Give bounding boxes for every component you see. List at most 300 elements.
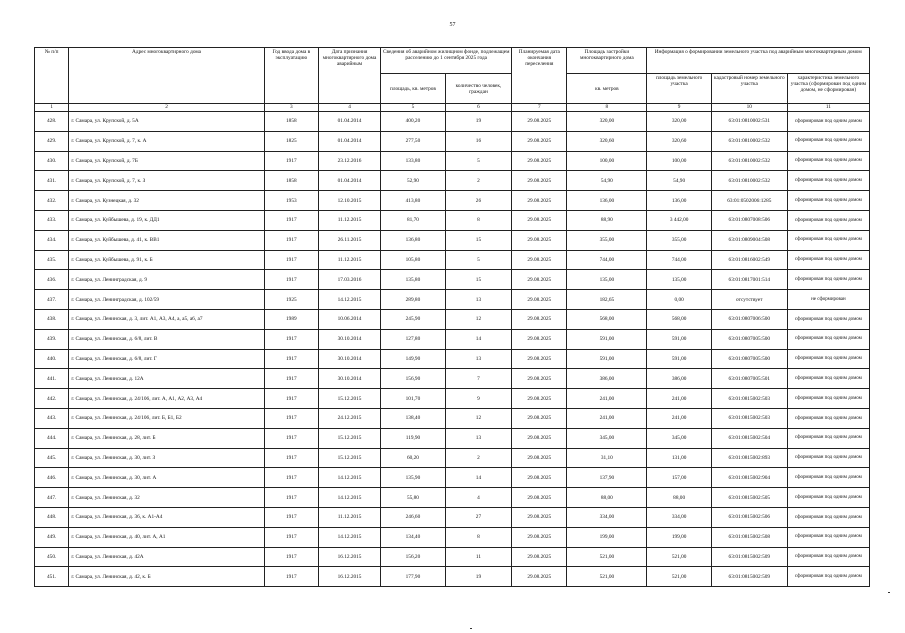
- address-cell: г. Самара, ул. Ленинская, д. 24/106, лит. А, А1, А2, А3, А4: [69, 389, 264, 409]
- land-characteristic-cell: сформирован под одним домом: [787, 507, 869, 527]
- building-area-cell: 199,00: [567, 527, 647, 547]
- land-characteristic-cell: сформирован под одним домом: [787, 428, 869, 448]
- header-cadastral: кадастровый номер земельного участка: [711, 74, 787, 104]
- residents-cell: 26: [445, 191, 512, 211]
- year-cell: 1917: [264, 428, 318, 448]
- residents-cell: 2: [445, 171, 512, 191]
- address-cell: г. Самара, ул. Ленинградская, д. 102/59: [69, 290, 264, 310]
- table-row: [35, 112, 870, 132]
- address-cell: г. Самара, ул. Ленинская, д. 36, к. А1-А4: [69, 507, 264, 527]
- cadastral-number-cell: 63:01:0815002:893: [711, 448, 787, 468]
- recognition-date-cell: 23.12.2016: [318, 151, 380, 171]
- land-area-cell: 199,00: [647, 527, 711, 547]
- area-cell: 413,80: [381, 191, 445, 211]
- building-area-cell: 88,90: [567, 210, 647, 230]
- land-area-cell: 131,00: [647, 448, 711, 468]
- land-area-cell: 568,00: [647, 309, 711, 329]
- building-area-cell: 320,00: [567, 112, 647, 132]
- land-area-cell: 386,00: [647, 369, 711, 389]
- land-area-cell: 521,00: [647, 547, 711, 567]
- land-characteristic-cell: сформирован под одним домом: [787, 349, 869, 369]
- recognition-date-cell: 16.12.2015: [318, 567, 380, 587]
- residents-cell: 19: [445, 112, 512, 132]
- building-area-cell: 521,00: [567, 567, 647, 587]
- area-cell: 277,50: [381, 131, 445, 151]
- land-area-cell: 157,00: [647, 468, 711, 488]
- row-number: 428.: [35, 112, 69, 132]
- row-number: 433.: [35, 210, 69, 230]
- page-number: 57: [449, 22, 456, 28]
- area-cell: 400,20: [381, 112, 445, 132]
- cadastral-number-cell: 63:01:0815002:904: [711, 468, 787, 488]
- area-cell: 105,80: [381, 250, 445, 270]
- header-emergency-info: Сведения об аварийном жилищном фонде, подлежащем расселению до 1 сентября 2025 года: [381, 48, 512, 74]
- header-address: Адрес многоквартирного дома: [69, 48, 264, 104]
- planned-date-cell: 29.08.2025: [512, 547, 567, 567]
- recognition-date-cell: 14.12.2015: [318, 488, 380, 508]
- row-number: 451.: [35, 567, 69, 587]
- row-number: 441.: [35, 369, 69, 389]
- residents-cell: 5: [445, 250, 512, 270]
- year-cell: 1989: [264, 309, 318, 329]
- residents-cell: 7: [445, 369, 512, 389]
- table-row: [35, 131, 870, 151]
- planned-date-cell: 29.08.2025: [512, 408, 567, 428]
- building-area-cell: 521,00: [567, 547, 647, 567]
- land-characteristic-cell: сформирован под одним домом: [787, 369, 869, 389]
- land-area-cell: 3 442,00: [647, 210, 711, 230]
- planned-date-cell: 29.08.2025: [512, 230, 567, 250]
- land-characteristic-cell: сформирован под одним домом: [787, 151, 869, 171]
- row-number: 435.: [35, 250, 69, 270]
- address-cell: г. Самара, ул. Ленинская, д. 30, лит. А: [69, 468, 264, 488]
- year-cell: 1917: [264, 408, 318, 428]
- area-cell: 136,80: [381, 230, 445, 250]
- cadastral-number-cell: 63:01:0810002:532: [711, 151, 787, 171]
- header-building-area: Площадь застройки многоквартирного дома: [567, 48, 647, 74]
- planned-date-cell: 29.08.2025: [512, 507, 567, 527]
- residents-cell: 8: [445, 210, 512, 230]
- row-number: 432.: [35, 191, 69, 211]
- address-cell: г. Самара, ул. Куйбышева, д. 91, к. Б: [69, 250, 264, 270]
- cadastral-number-cell: 63:01:0810002:531: [711, 112, 787, 132]
- year-cell: 1925: [264, 290, 318, 310]
- table-row: [35, 230, 870, 250]
- planned-date-cell: 29.08.2025: [512, 112, 567, 132]
- building-area-cell: 137,90: [567, 468, 647, 488]
- row-number: 445.: [35, 448, 69, 468]
- land-area-cell: 0,00: [647, 290, 711, 310]
- header-recognition-date: Дата признания многоквартирного дома аварийным: [318, 48, 380, 104]
- area-cell: 245,90: [381, 309, 445, 329]
- planned-date-cell: 29.08.2025: [512, 488, 567, 508]
- recognition-date-cell: 12.10.2015: [318, 191, 380, 211]
- residents-cell: 5: [445, 151, 512, 171]
- cadastral-number-cell: 63:01:0807005:501: [711, 369, 787, 389]
- residents-cell: 2: [445, 448, 512, 468]
- planned-date-cell: 29.08.2025: [512, 349, 567, 369]
- building-area-cell: 345,00: [567, 428, 647, 448]
- recognition-date-cell: 01.04.2014: [318, 171, 380, 191]
- recognition-date-cell: 11.12.2015: [318, 210, 380, 230]
- address-cell: г. Самара, ул. Крупской, д. 5А: [69, 112, 264, 132]
- row-number: 429.: [35, 131, 69, 151]
- table-row: [35, 171, 870, 191]
- year-cell: 1917: [264, 507, 318, 527]
- land-area-cell: 54,90: [647, 171, 711, 191]
- building-area-cell: 54,90: [567, 171, 647, 191]
- column-number: 5: [381, 104, 445, 112]
- year-cell: 1917: [264, 270, 318, 290]
- header-residents: количество человек, граждан: [445, 74, 512, 104]
- land-characteristic-cell: сформирован под одним домом: [787, 448, 869, 468]
- planned-date-cell: 29.08.2025: [512, 369, 567, 389]
- address-cell: г. Самара, ул. Куйбышева, д. 41, к. ВВ1: [69, 230, 264, 250]
- area-cell: 134,40: [381, 527, 445, 547]
- land-characteristic-cell: сформирован под одним домом: [787, 250, 869, 270]
- residents-cell: 12: [445, 408, 512, 428]
- row-number: 443.: [35, 408, 69, 428]
- residents-cell: 11: [445, 547, 512, 567]
- year-cell: 1917: [264, 488, 318, 508]
- residents-cell: 14: [445, 468, 512, 488]
- land-area-cell: 334,00: [647, 507, 711, 527]
- recognition-date-cell: 14.12.2015: [318, 527, 380, 547]
- scan-speck: [888, 592, 890, 593]
- recognition-date-cell: 01.04.2014: [318, 112, 380, 132]
- cadastral-number-cell: 63:01:0807006:500: [711, 309, 787, 329]
- year-cell: 1917: [264, 329, 318, 349]
- residents-cell: 14: [445, 329, 512, 349]
- table-row: [35, 448, 870, 468]
- address-cell: г. Самара, ул. Ленинская, д. 28, лит. Б: [69, 428, 264, 448]
- land-area-cell: 521,00: [647, 567, 711, 587]
- residents-cell: 13: [445, 349, 512, 369]
- land-area-cell: 320,60: [647, 131, 711, 151]
- column-number: 7: [512, 104, 567, 112]
- residents-cell: 19: [445, 567, 512, 587]
- recognition-date-cell: 15.12.2015: [318, 448, 380, 468]
- land-area-cell: 135,00: [647, 270, 711, 290]
- land-characteristic-cell: сформирован под одним домом: [787, 171, 869, 191]
- row-number: 434.: [35, 230, 69, 250]
- year-cell: 1917: [264, 468, 318, 488]
- land-characteristic-cell: сформирован под одним домом: [787, 270, 869, 290]
- area-cell: 177,90: [381, 567, 445, 587]
- planned-date-cell: 29.08.2025: [512, 131, 567, 151]
- area-cell: 156,20: [381, 547, 445, 567]
- planned-date-cell: 29.08.2025: [512, 210, 567, 230]
- year-cell: 1858: [264, 112, 318, 132]
- planned-date-cell: 29.08.2025: [512, 171, 567, 191]
- table-row: [35, 349, 870, 369]
- header-year: Год ввода дома в эксплуатацию: [264, 48, 318, 104]
- recognition-date-cell: 10.06.2014: [318, 309, 380, 329]
- land-characteristic-cell: сформирован под одним домом: [787, 547, 869, 567]
- column-number: 6: [445, 104, 512, 112]
- column-number: 3: [264, 104, 318, 112]
- area-cell: 81,70: [381, 210, 445, 230]
- table-body: [35, 112, 870, 587]
- recognition-date-cell: 11.12.2015: [318, 507, 380, 527]
- residents-cell: 13: [445, 290, 512, 310]
- year-cell: 1917: [264, 567, 318, 587]
- address-cell: г. Самара, ул. Ленинская, д. 42А: [69, 547, 264, 567]
- recognition-date-cell: 26.11.2015: [318, 230, 380, 250]
- building-area-cell: 88,00: [567, 488, 647, 508]
- column-number: 10: [711, 104, 787, 112]
- year-cell: 1917: [264, 230, 318, 250]
- table-row: [35, 527, 870, 547]
- cadastral-number-cell: 63:01:0807005:500: [711, 349, 787, 369]
- area-cell: 156,90: [381, 369, 445, 389]
- year-cell: 1917: [264, 448, 318, 468]
- year-cell: 1858: [264, 171, 318, 191]
- table-row: [35, 191, 870, 211]
- header-land-info: Информация о формировании земельного участка под аварийным многоквартирным домом: [647, 48, 870, 74]
- land-area-cell: 355,00: [647, 230, 711, 250]
- header-land-char: характеристика земельного участка (сформирован под одним домом, не сформирован): [787, 74, 869, 104]
- year-cell: 1917: [264, 250, 318, 270]
- row-number: 446.: [35, 468, 69, 488]
- cadastral-number-cell: 63:01:0807008:506: [711, 210, 787, 230]
- year-cell: 1917: [264, 527, 318, 547]
- land-area-cell: 591,00: [647, 329, 711, 349]
- year-cell: 1917: [264, 547, 318, 567]
- building-area-cell: 241,00: [567, 389, 647, 409]
- residents-cell: 15: [445, 270, 512, 290]
- row-number: 431.: [35, 171, 69, 191]
- area-cell: 119,90: [381, 428, 445, 448]
- address-cell: г. Самара, ул. Ленинская, д. 6/8, лит. Г: [69, 349, 264, 369]
- year-cell: 1917: [264, 151, 318, 171]
- address-cell: г. Самара, ул. Ленинская, д. 42, к. Б: [69, 567, 264, 587]
- residents-cell: 4: [445, 488, 512, 508]
- land-area-cell: 744,00: [647, 250, 711, 270]
- column-number: 4: [318, 104, 380, 112]
- land-area-cell: 345,00: [647, 428, 711, 448]
- address-cell: г. Самара, ул. Куйбышева, д. 19, к. ДД1: [69, 210, 264, 230]
- address-cell: г. Самара, ул. Крупской, д. 7, к. А: [69, 131, 264, 151]
- cadastral-number-cell: 63:01:0816002:549: [711, 250, 787, 270]
- recognition-date-cell: 30.10.2014: [318, 369, 380, 389]
- row-number: 444.: [35, 428, 69, 448]
- planned-date-cell: 29.08.2025: [512, 428, 567, 448]
- area-cell: 52,90: [381, 171, 445, 191]
- land-area-cell: 320,00: [647, 112, 711, 132]
- year-cell: 1953: [264, 191, 318, 211]
- header-num: № п/п: [35, 48, 69, 104]
- planned-date-cell: 29.08.2025: [512, 527, 567, 547]
- column-number: 8: [567, 104, 647, 112]
- row-number: 440.: [35, 349, 69, 369]
- planned-date-cell: 29.08.2025: [512, 309, 567, 329]
- header-area-sqm: площадь, кв. метров: [381, 74, 445, 104]
- table-row: [35, 290, 870, 310]
- year-cell: 1825: [264, 131, 318, 151]
- address-cell: г. Самара, ул. Ленинградская, д. 9: [69, 270, 264, 290]
- year-cell: 1917: [264, 210, 318, 230]
- address-cell: г. Самара, ул. Ленинская, д. 12А: [69, 369, 264, 389]
- recognition-date-cell: 14.12.2015: [318, 468, 380, 488]
- table-row: [35, 408, 870, 428]
- land-area-cell: 88,00: [647, 488, 711, 508]
- planned-date-cell: 29.08.2025: [512, 250, 567, 270]
- planned-date-cell: 29.08.2025: [512, 329, 567, 349]
- building-area-cell: 136,00: [567, 191, 647, 211]
- area-cell: 60,20: [381, 448, 445, 468]
- cadastral-number-cell: 63:01:0810002:532: [711, 131, 787, 151]
- table-row: [35, 507, 870, 527]
- row-number: 437.: [35, 290, 69, 310]
- building-area-cell: 241,00: [567, 408, 647, 428]
- cadastral-number-cell: 63:01:0815002:503: [711, 408, 787, 428]
- land-characteristic-cell: сформирован под одним домом: [787, 112, 869, 132]
- cadastral-number-cell: отсутствует: [711, 290, 787, 310]
- building-area-cell: 334,00: [567, 507, 647, 527]
- recognition-date-cell: 15.12.2015: [318, 389, 380, 409]
- recognition-date-cell: 30.10.2014: [318, 329, 380, 349]
- row-number: 449.: [35, 527, 69, 547]
- area-cell: 127,80: [381, 329, 445, 349]
- row-number: 436.: [35, 270, 69, 290]
- land-characteristic-cell: сформирован под одним домом: [787, 309, 869, 329]
- land-characteristic-cell: сформирован под одним домом: [787, 488, 869, 508]
- address-cell: г. Самара, ул. Крупской, д. 7, к. З: [69, 171, 264, 191]
- address-cell: г. Самара, ул. Ленинская, д. 30, лит. З: [69, 448, 264, 468]
- residents-cell: 16: [445, 131, 512, 151]
- row-number: 450.: [35, 547, 69, 567]
- land-area-cell: 136,00: [647, 191, 711, 211]
- recognition-date-cell: 30.10.2014: [318, 349, 380, 369]
- land-characteristic-cell: сформирован под одним домом: [787, 408, 869, 428]
- recognition-date-cell: 15.12.2015: [318, 428, 380, 448]
- table-row: [35, 151, 870, 171]
- table-row: [35, 468, 870, 488]
- area-cell: 135,90: [381, 468, 445, 488]
- header-planned-date: Планируемая дата окончания переселения: [512, 48, 567, 104]
- table-row: [35, 329, 870, 349]
- planned-date-cell: 29.08.2025: [512, 567, 567, 587]
- building-area-cell: 744,00: [567, 250, 647, 270]
- table-row: [35, 488, 870, 508]
- year-cell: 1917: [264, 369, 318, 389]
- cadastral-number-cell: 63:01:0807005:500: [711, 329, 787, 349]
- area-cell: 246,60: [381, 507, 445, 527]
- building-area-cell: 591,00: [567, 329, 647, 349]
- building-area-cell: 355,00: [567, 230, 647, 250]
- residents-cell: 27: [445, 507, 512, 527]
- column-number: 9: [647, 104, 711, 112]
- land-characteristic-cell: сформирован под одним домом: [787, 468, 869, 488]
- area-cell: 133,80: [381, 151, 445, 171]
- land-characteristic-cell: сформирован под одним домом: [787, 191, 869, 211]
- planned-date-cell: 29.08.2025: [512, 290, 567, 310]
- planned-date-cell: 29.08.2025: [512, 468, 567, 488]
- cadastral-number-cell: 63:01:0815002:509: [711, 567, 787, 587]
- recognition-date-cell: 16.12.2015: [318, 547, 380, 567]
- table-row: [35, 250, 870, 270]
- building-area-cell: 568,00: [567, 309, 647, 329]
- row-number: 448.: [35, 507, 69, 527]
- recognition-date-cell: 01.04.2014: [318, 131, 380, 151]
- cadastral-number-cell: 63:01:0815002:504: [711, 428, 787, 448]
- table-row: [35, 309, 870, 329]
- address-cell: г. Самара, ул. Крупской, д. 7Б: [69, 151, 264, 171]
- row-number: 442.: [35, 389, 69, 409]
- land-characteristic-cell: сформирован под одним домом: [787, 567, 869, 587]
- scan-speck: [470, 628, 472, 629]
- land-area-cell: 241,00: [647, 389, 711, 409]
- year-cell: 1917: [264, 389, 318, 409]
- table-row: [35, 428, 870, 448]
- area-cell: 55,80: [381, 488, 445, 508]
- building-area-cell: 135,00: [567, 270, 647, 290]
- address-cell: г. Самара, ул. Ленинская, д. 6/8, лит. В: [69, 329, 264, 349]
- address-cell: г. Самара, ул. Ленинская, д. 24/106, лит. Б, Б1, Б2: [69, 408, 264, 428]
- emergency-housing-table: [34, 47, 870, 587]
- building-area-cell: 100,00: [567, 151, 647, 171]
- area-cell: 149,90: [381, 349, 445, 369]
- land-area-cell: 100,00: [647, 151, 711, 171]
- table-row: [35, 567, 870, 587]
- residents-cell: 12: [445, 309, 512, 329]
- address-cell: г. Самара, ул. Ленинская, д. 40, лит. А, А1: [69, 527, 264, 547]
- table-row: [35, 389, 870, 409]
- recognition-date-cell: 11.12.2015: [318, 250, 380, 270]
- cadastral-number-cell: 63:01:0817001:514: [711, 270, 787, 290]
- residents-cell: 9: [445, 389, 512, 409]
- address-cell: г. Самара, ул. Ленинская, д. 32: [69, 488, 264, 508]
- building-area-cell: 320,60: [567, 131, 647, 151]
- cadastral-number-cell: 63:01:0815002:509: [711, 547, 787, 567]
- recognition-date-cell: 17.03.2016: [318, 270, 380, 290]
- address-cell: г. Самара, ул. Ленинская, д. 3, лит. А1, А3, А4, а, а5, а6, а7: [69, 309, 264, 329]
- row-number: 447.: [35, 488, 69, 508]
- building-area-cell: 386,00: [567, 369, 647, 389]
- land-area-cell: 591,00: [647, 349, 711, 369]
- recognition-date-cell: 24.12.2015: [318, 408, 380, 428]
- table-row: [35, 210, 870, 230]
- area-cell: 138,40: [381, 408, 445, 428]
- land-characteristic-cell: не сформирован: [787, 290, 869, 310]
- row-number: 430.: [35, 151, 69, 171]
- column-number: 1: [35, 104, 69, 112]
- land-characteristic-cell: сформирован под одним домом: [787, 329, 869, 349]
- cadastral-number-cell: 63:01:0809004:508: [711, 230, 787, 250]
- cadastral-number-cell: 63:01:0502006:1285: [711, 191, 787, 211]
- cadastral-number-cell: 63:01:0815002:506: [711, 507, 787, 527]
- header-land-area: площадь земельного участка: [647, 74, 711, 104]
- planned-date-cell: 29.08.2025: [512, 151, 567, 171]
- land-characteristic-cell: сформирован под одним домом: [787, 389, 869, 409]
- year-cell: 1917: [264, 349, 318, 369]
- row-number: 439.: [35, 329, 69, 349]
- table-row: [35, 270, 870, 290]
- planned-date-cell: 29.08.2025: [512, 270, 567, 290]
- planned-date-cell: 29.08.2025: [512, 191, 567, 211]
- planned-date-cell: 29.08.2025: [512, 389, 567, 409]
- building-area-cell: 182,65: [567, 290, 647, 310]
- table-row: [35, 547, 870, 567]
- cadastral-number-cell: 63:01:0815002:508: [711, 527, 787, 547]
- column-number: 11: [787, 104, 869, 112]
- residents-cell: 15: [445, 230, 512, 250]
- area-cell: 289,80: [381, 290, 445, 310]
- area-cell: 101,70: [381, 389, 445, 409]
- cadastral-number-cell: 63:01:0810002:532: [711, 171, 787, 191]
- land-characteristic-cell: сформирован под одним домом: [787, 131, 869, 151]
